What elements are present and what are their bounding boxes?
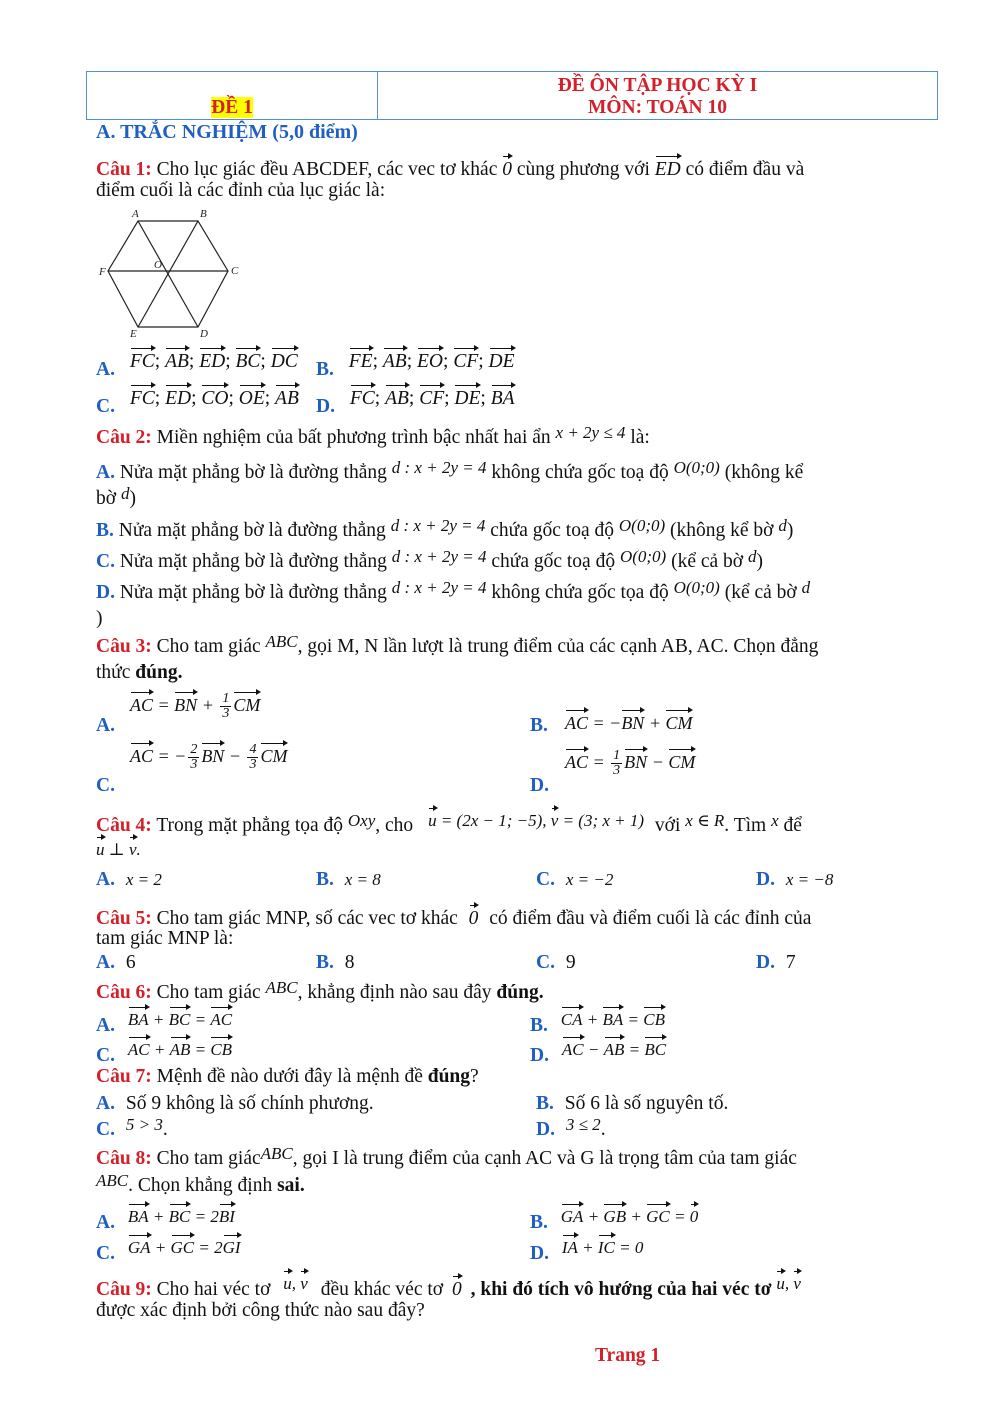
label-f: F bbox=[99, 266, 106, 278]
q5-stem-cont: tam giác MNP là: bbox=[96, 928, 234, 949]
q4-option-a: A. x = 2 bbox=[96, 869, 162, 890]
q3-option-b: B. bbox=[530, 715, 548, 736]
q2-option-d: D. Nửa mặt phẳng bờ là đường thẳng d : x + 2y = 4 không chứa gốc tọa độ O(0;0) (kể cả bờ d bbox=[96, 578, 811, 603]
q3-stem: Câu 3: Cho tam giác ABC, gọi M, N lần lượt là trung điểm của các cạnh AB, AC. Chọn đẳng bbox=[96, 632, 819, 657]
q7-stem: Câu 7: Mệnh đề nào dưới đây là mệnh đề đúng? bbox=[96, 1066, 479, 1087]
label-e: E bbox=[130, 328, 137, 340]
label-o: O bbox=[154, 259, 162, 271]
q3-a-formula: AC = BN + $\frac{1}{3}$ CM bbox=[130, 689, 260, 721]
exam-code: ĐỀ 1 bbox=[211, 97, 253, 118]
q8-option-b: B. GA + GB + GC = 0 bbox=[530, 1207, 698, 1234]
q2-option-a: A. Nửa mặt phẳng bờ là đường thẳng d : x + 2y = 4 không chứa gốc toạ độ O(0;0) (không kể bbox=[96, 458, 804, 483]
q6-option-b: B. CA + BA = CB bbox=[530, 1010, 665, 1037]
label-b: B bbox=[200, 208, 207, 220]
q2-option-d-cont: ) bbox=[96, 608, 103, 629]
page-number: Trang 1 bbox=[595, 1345, 661, 1366]
q7-option-a: A. Số 9 không là số chính phương. bbox=[96, 1093, 374, 1114]
q8-option-c: C. GA + GC = 2GI bbox=[96, 1238, 241, 1265]
q5-option-d: D. 7 bbox=[756, 952, 796, 973]
q4-option-c: C. x = −2 bbox=[536, 869, 614, 890]
q7-option-b: B. Số 6 là số nguyên tố. bbox=[536, 1093, 729, 1114]
q3-option-a: A. bbox=[96, 715, 115, 736]
q1-option-d: D. FC; AB; CF; DE; BA bbox=[316, 390, 515, 418]
q2-option-b: B. Nửa mặt phẳng bờ là đường thẳng d : x + 2y = 4 chứa gốc toạ độ O(0;0) (không kể bờ d) bbox=[96, 516, 794, 541]
q5-option-c: C. 9 bbox=[536, 952, 576, 973]
q3-option-c: C. bbox=[96, 775, 115, 796]
q6-stem: Câu 6: Cho tam giác ABC, khẳng định nào sau đây đúng. bbox=[96, 978, 544, 1003]
q2-option-a-cont: bờ d) bbox=[96, 484, 136, 509]
header-table bbox=[86, 71, 938, 120]
q9-stem: Câu 9: Cho hai véc tơ u, v đều khác véc tơ 0 , khi đó tích vô hướng của hai véc tơ u, v bbox=[96, 1273, 801, 1301]
zero-vector: 0 bbox=[502, 153, 512, 181]
q2-stem: Câu 2: Miền nghiệm của bất phương trình bậc nhất hai ẩn x + 2y ≤ 4 là: bbox=[96, 423, 650, 448]
q8-stem-cont: ABC. Chọn khẳng định sai. bbox=[96, 1171, 305, 1196]
q5-option-b: B. 8 bbox=[316, 952, 355, 973]
q7-option-d: D. 3 ≤ 2. bbox=[536, 1115, 606, 1140]
q3-stem-cont: thức đúng. bbox=[96, 662, 183, 683]
q5-option-a: A. 6 bbox=[96, 952, 136, 973]
q4-option-b: B. x = 8 bbox=[316, 869, 381, 890]
q7-option-c: C. 5 > 3. bbox=[96, 1115, 168, 1140]
q6-option-c: C. AC + AB = CB bbox=[96, 1040, 232, 1067]
q8-stem: Câu 8: Cho tam giácABC, gọi I là trung điểm của cạnh AC và G là trọng tâm của tam giác bbox=[96, 1144, 797, 1169]
q1-line1: Câu 1: Cho lục giác đều ABCDEF, các vec tơ khác 0 cùng phương với ED có điểm đầu và bbox=[96, 153, 804, 181]
q8-option-a: A. BA + BC = 2BI bbox=[96, 1207, 235, 1234]
header-code-cell bbox=[87, 72, 378, 120]
vector-ed: ED bbox=[655, 153, 681, 181]
q1-option-c: C. FC; ED; CO; OE; AB bbox=[96, 390, 299, 418]
q8-option-d: D. IA + IC = 0 bbox=[530, 1238, 643, 1265]
q5-stem: Câu 5: Cho tam giác MNP, số các vec tơ khác 0 có điểm đầu và điểm cuối là các đỉnh của bbox=[96, 902, 811, 930]
q3-option-d: D. bbox=[530, 775, 549, 796]
hexagon-figure bbox=[96, 205, 246, 340]
exam-subject: MÔN: TOÁN 10 bbox=[587, 97, 728, 118]
q4-perp: u ⊥ v. bbox=[96, 834, 141, 860]
q1-label: Câu 1: bbox=[96, 159, 152, 180]
label-a: A bbox=[132, 208, 139, 220]
label-c: C bbox=[231, 265, 239, 277]
q3-d-formula: AC = $\frac{1}{3}$ BN − CM bbox=[565, 746, 695, 778]
q3-c-formula: AC = − $\frac{2}{3}$ BN − $\frac{4}{3}$ CM bbox=[130, 740, 287, 772]
q9-stem-cont: được xác định bởi công thức nào sau đây? bbox=[96, 1300, 425, 1321]
exam-title: ĐỀ ÔN TẬP HỌC KỲ I bbox=[557, 75, 758, 96]
q1-option-b: B. FE; AB; EO; CF; DE bbox=[316, 353, 515, 381]
q2-option-c: C. Nửa mặt phẳng bờ là đường thẳng d : x + 2y = 4 chứa gốc toạ độ O(0;0) (kể cả bờ d) bbox=[96, 547, 763, 572]
label-d: D bbox=[200, 328, 208, 340]
q1-option-a: A. FC; AB; ED; BC; DC bbox=[96, 353, 298, 381]
q6-option-a: A. BA + BC = AC bbox=[96, 1010, 232, 1037]
q1-line2: điểm cuối là các đỉnh của lục giác là: bbox=[96, 180, 386, 201]
section-title: A. TRẮC NGHIỆM (5,0 điểm) bbox=[96, 121, 358, 143]
q6-option-d: D. AC − AB = BC bbox=[530, 1040, 666, 1067]
q3-b-formula: AC = −BN + CM bbox=[565, 707, 692, 734]
q4-stem: Câu 4: Trong mặt phẳng tọa độ Oxy, cho u = (2x − 1; −5), v = (3; x + 1) với x ∈ R. Tìm x để bbox=[96, 810, 802, 837]
q4-option-d: D. x = −8 bbox=[756, 869, 834, 890]
header-title-cell bbox=[378, 72, 938, 120]
